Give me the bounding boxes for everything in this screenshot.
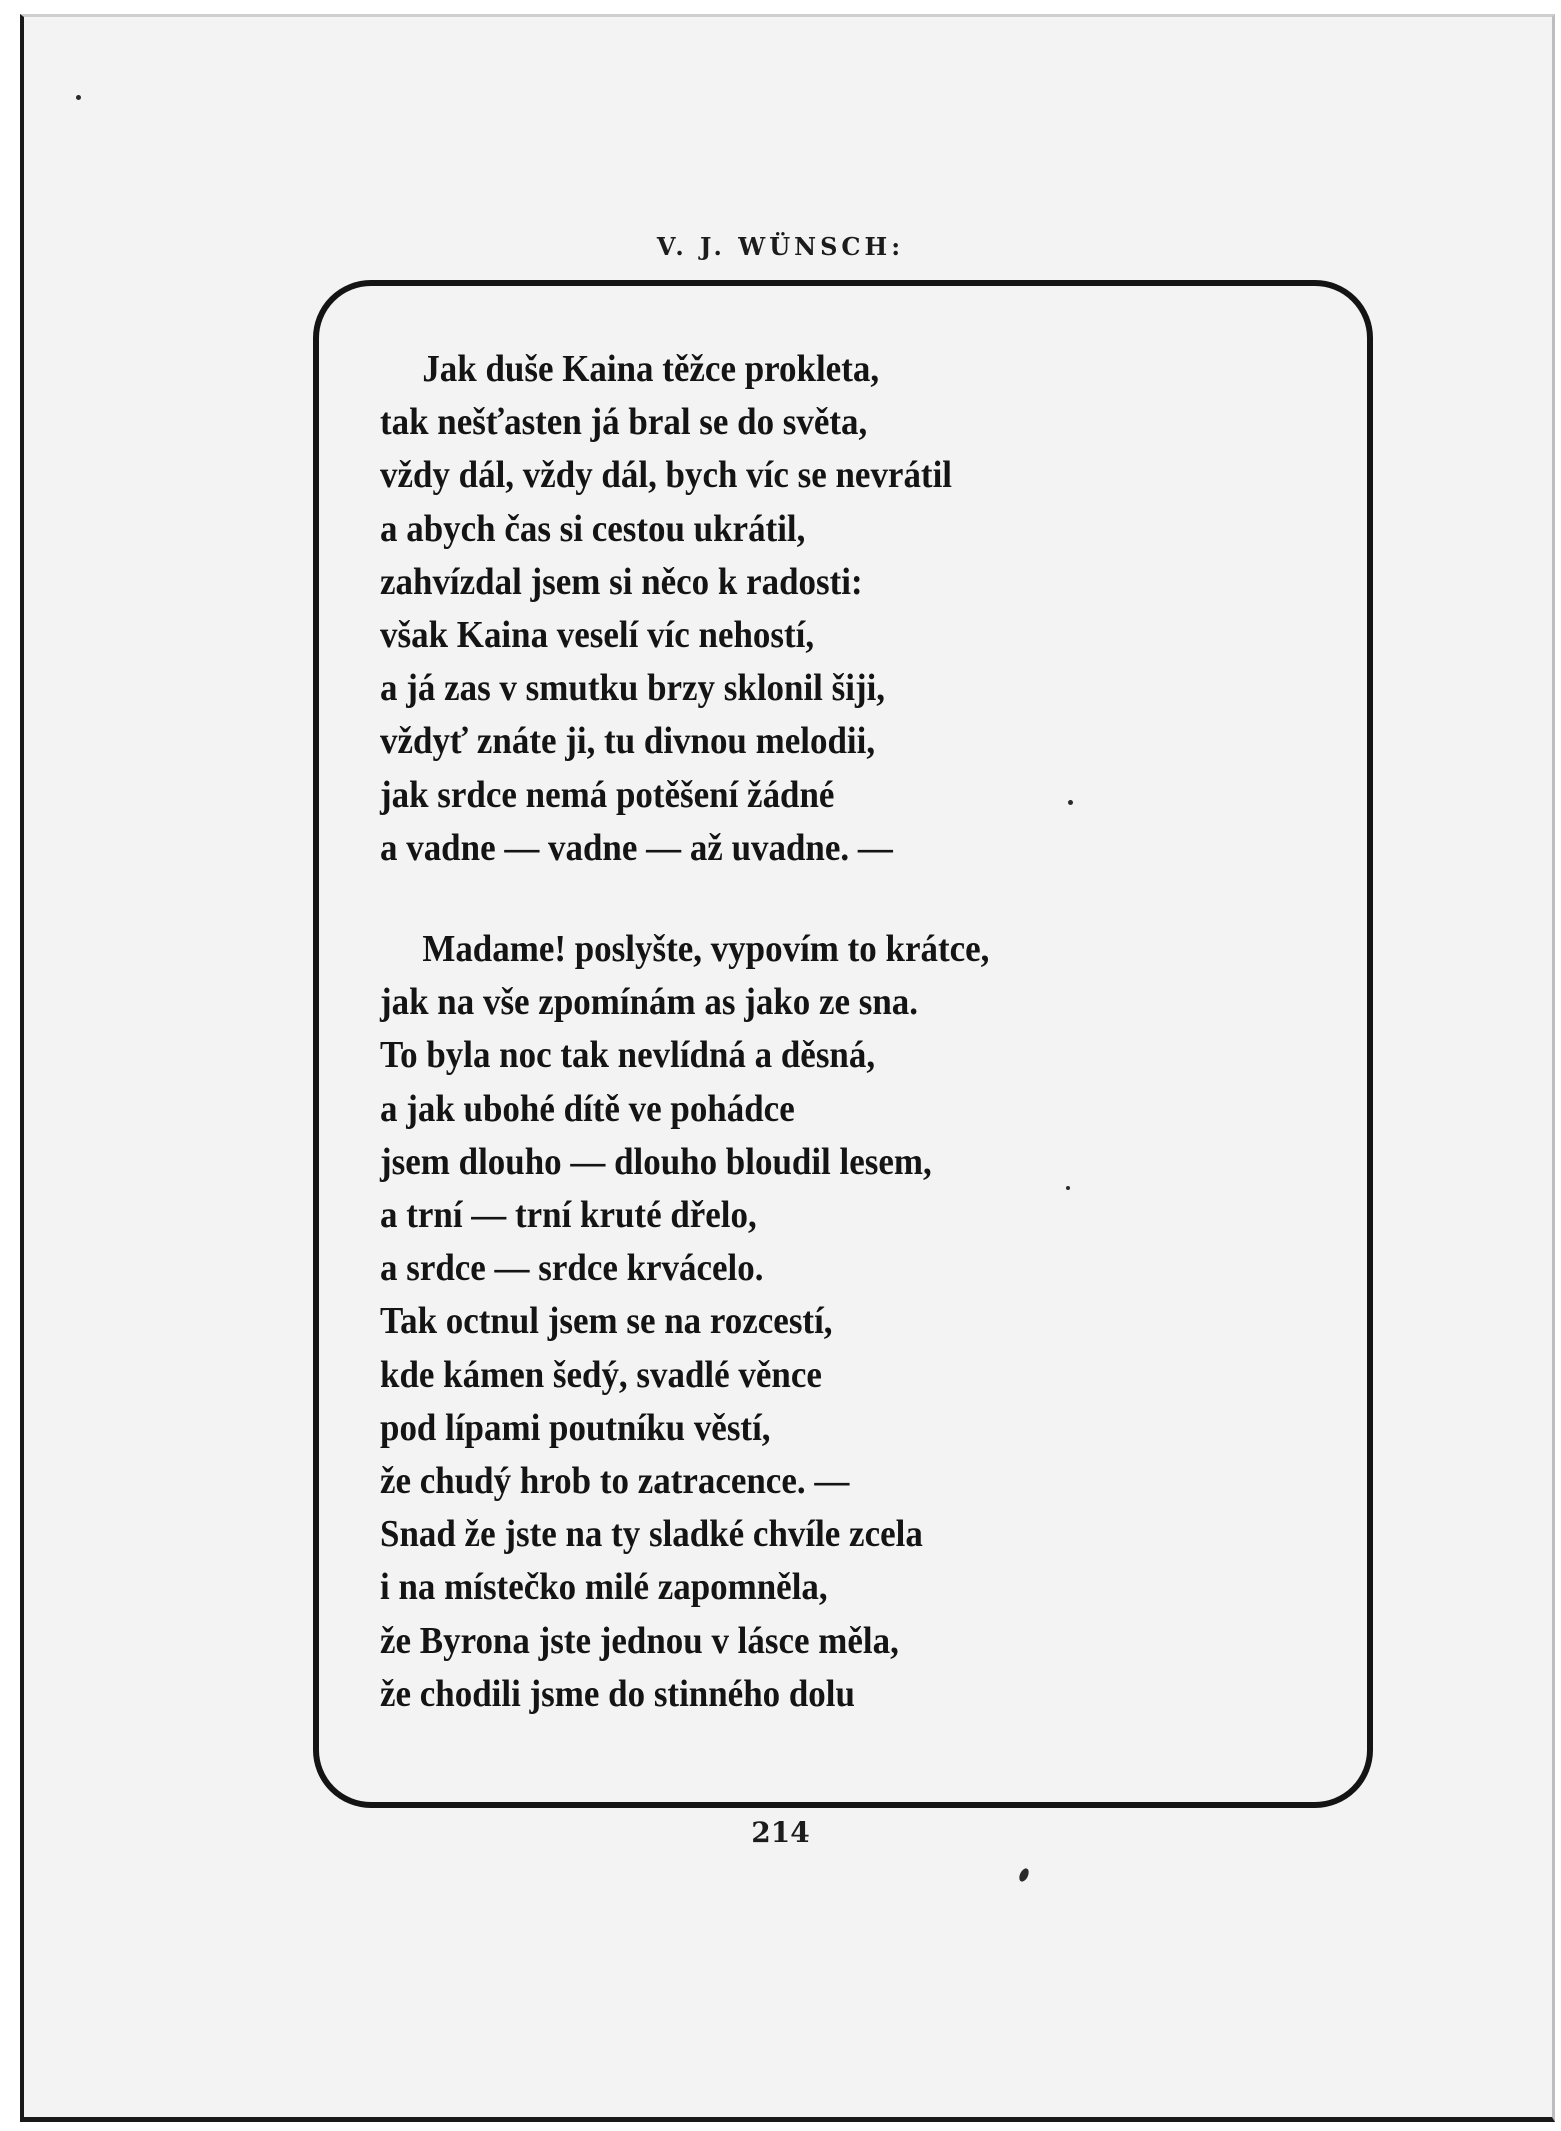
poem-line: Madame! poslyšte, vypovím to krátce, [422, 928, 990, 970]
poem-line: Snad že jste na ty sladké chvíle zcela [380, 1513, 923, 1556]
poem-line: a srdce — srdce krvácelo. [380, 1247, 764, 1290]
page-number: 214 [751, 1816, 810, 1849]
poem-line: že Byrona jste jednou v lásce měla, [380, 1619, 899, 1662]
poem-line: Tak octnul jsem se na rozcestí, [380, 1300, 833, 1343]
poem-line: vždyť znáte ji, tu divnou melodii, [380, 720, 876, 763]
poem-line: tak nešťasten já bral se do světa, [380, 401, 868, 444]
poem-line: a vadne — vadne — až uvadne. — [380, 826, 893, 869]
poem-line: To byla noc tak nevlídná a děsná, [380, 1034, 876, 1077]
poem-line: pod lípami poutníku věstí, [380, 1406, 771, 1449]
poem-line: a já zas v smutku brzy sklonil šiji, [380, 667, 886, 710]
poem-line: jsem dlouho — dlouho bloudil lesem, [380, 1140, 932, 1183]
poem-line: i na místečko milé zapomněla, [380, 1566, 828, 1609]
poem-line: a trní — trní kruté dřelo, [380, 1194, 757, 1237]
poem-line: Jak duše Kaina těžce prokleta, [422, 348, 880, 390]
ink-speck [1066, 1186, 1070, 1190]
poem-line: že chodili jsme do stinného dolu [380, 1672, 855, 1715]
poem-line: a abych čas si cestou ukrátil, [380, 507, 806, 550]
poem-line: že chudý hrob to zatracence. — [380, 1460, 850, 1503]
poem-line: vždy dál, vždy dál, bych víc se nevrátil [380, 454, 952, 497]
poem-line: však Kaina veselí víc nehostí, [380, 614, 815, 657]
poem-line: kde kámen šedý, svadlé věnce [380, 1353, 822, 1396]
ink-speck [76, 95, 81, 100]
poem-line: jak na vše zpomínám as jako ze sna. [380, 981, 919, 1024]
poem-line: zahvízdal jsem si něco k radosti: [380, 560, 863, 603]
running-header: V. J. WÜNSCH: [656, 232, 905, 261]
poem-line: jak srdce nemá potěšení žádné [380, 773, 835, 816]
poem-line: a jak ubohé dítě ve pohádce [380, 1087, 795, 1130]
stanza-2 [380, 923, 989, 1721]
ink-speck [1068, 800, 1073, 805]
stanza-1 [380, 343, 952, 875]
